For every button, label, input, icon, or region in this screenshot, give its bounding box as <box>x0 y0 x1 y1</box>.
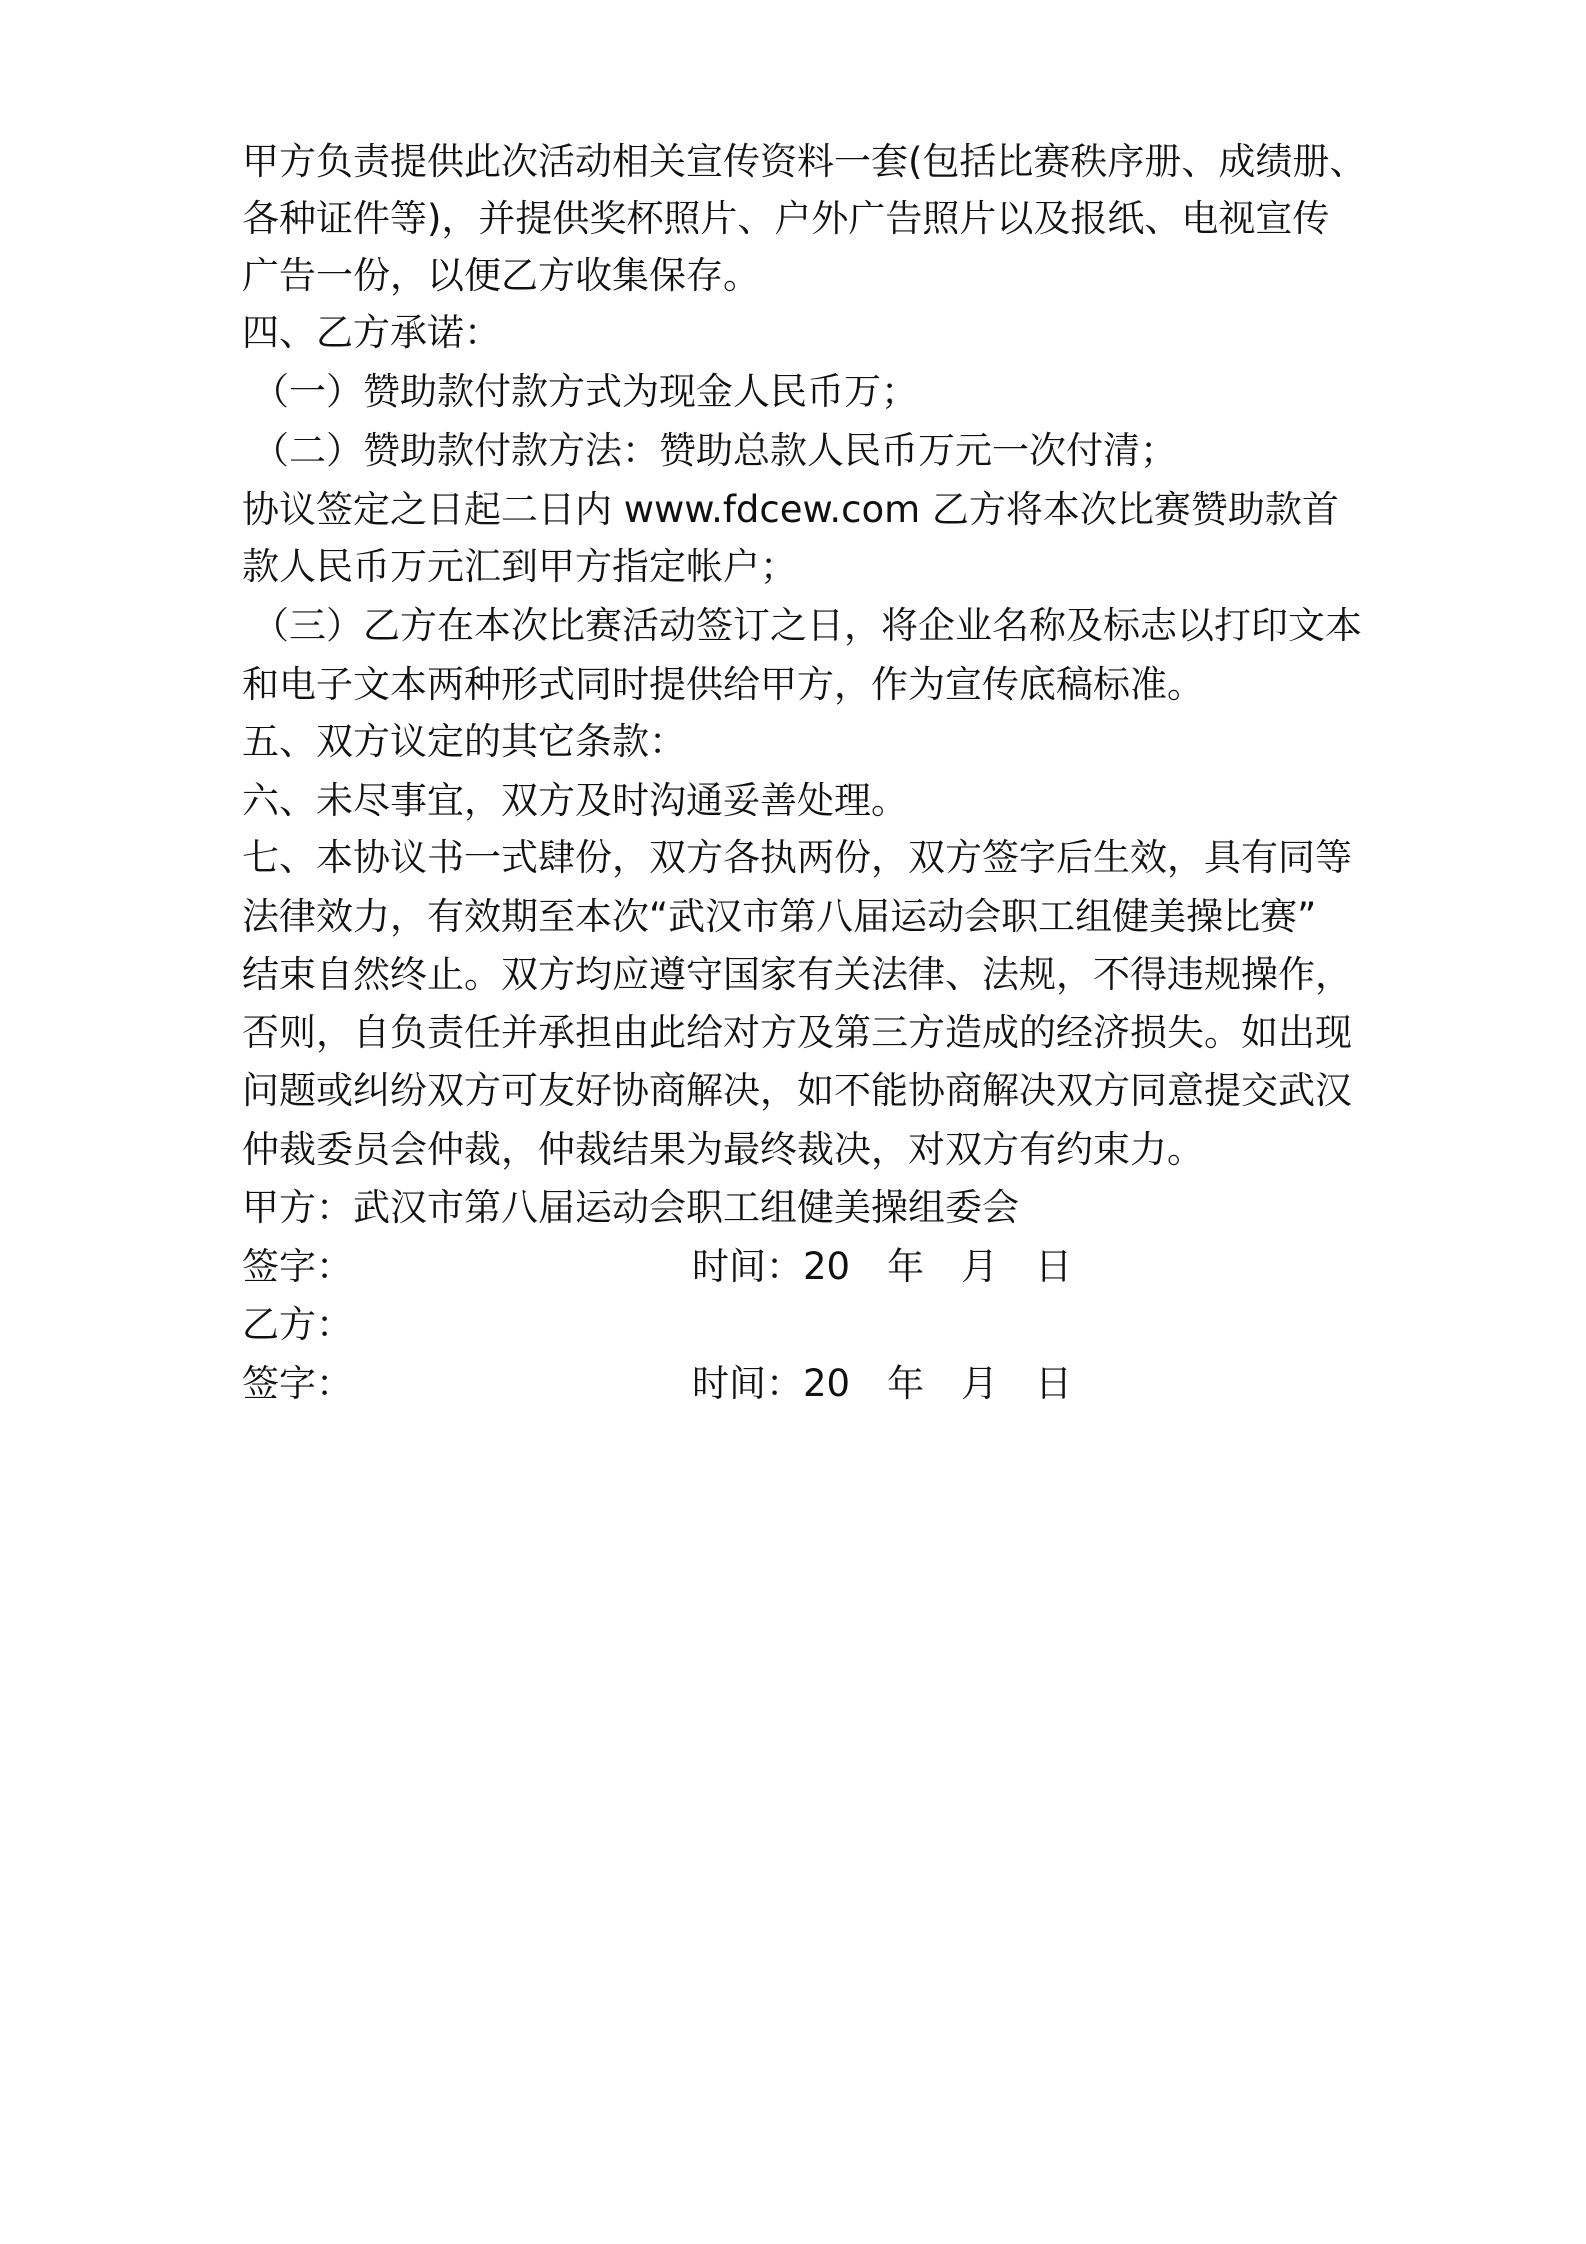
party-b-time-label: 时间：20 年 月 日 <box>692 1362 1073 1405</box>
section-heading: 六、未尽事宜，双方及时沟通妥善处理。 <box>242 779 908 822</box>
paragraph-line: 和电子文本两种形式同时提供给甲方，作为宣传底稿标准。 <box>242 663 1204 706</box>
party-a-line: 甲方：武汉市第八届运动会职工组健美操组委会 <box>242 1186 1019 1229</box>
paragraph-line: 法律效力，有效期至本次“武汉市第八届运动会职工组健美操比赛” <box>242 895 1317 938</box>
paragraph-line: 仲裁委员会仲裁，仲裁结果为最终裁决，对双方有约束力。 <box>242 1128 1204 1171</box>
party-a-time-label: 时间：20 年 月 日 <box>692 1245 1073 1288</box>
paragraph-line: 问题或纠纷双方可友好协商解决，如不能协商解决双方同意提交武汉 <box>242 1069 1352 1112</box>
paragraph-line: （三）乙方在本次比赛活动签订之日，将企业名称及标志以打印文本 <box>252 604 1362 647</box>
party-b-line: 乙方： <box>242 1303 353 1346</box>
party-a-sign-label: 签字： <box>242 1245 353 1288</box>
paragraph-line: 协议签定之日起二日内 www.fdcew.com 乙方将本次比赛赞助款首 <box>242 488 1339 531</box>
paragraph-line: （二）赞助款付款方法：赞助总款人民币万元一次付清； <box>252 429 1177 472</box>
paragraph-line: 款人民币万元汇到甲方指定帐户； <box>242 545 797 588</box>
paragraph-line: 广告一份，以便乙方收集保存。 <box>242 254 760 297</box>
section-heading: 五、双方议定的其它条款： <box>242 720 686 763</box>
paragraph-line: 否则，自负责任并承担由此给对方及第三方造成的经济损失。如出现 <box>242 1011 1352 1054</box>
paragraph-line: （一）赞助款付款方式为现金人民币万； <box>252 370 918 413</box>
section-heading: 四、乙方承诺： <box>242 311 501 354</box>
party-a-signature-row <box>242 1242 1362 1292</box>
party-b-sign-label: 签字： <box>242 1362 353 1405</box>
party-b-signature-row <box>242 1359 1362 1409</box>
paragraph-line: 七、本协议书一式肆份，双方各执两份，双方签字后生效，具有同等 <box>242 836 1352 879</box>
paragraph-line: 甲方负责提供此次活动相关宣传资料一套(包括比赛秩序册、成绩册、 <box>242 140 1367 183</box>
paragraph-line: 结束自然终止。双方均应遵守国家有关法律、法规，不得违规操作， <box>242 953 1352 996</box>
paragraph-line: 各种证件等)，并提供奖杯照片、户外广告照片以及报纸、电视宣传 <box>242 197 1330 240</box>
